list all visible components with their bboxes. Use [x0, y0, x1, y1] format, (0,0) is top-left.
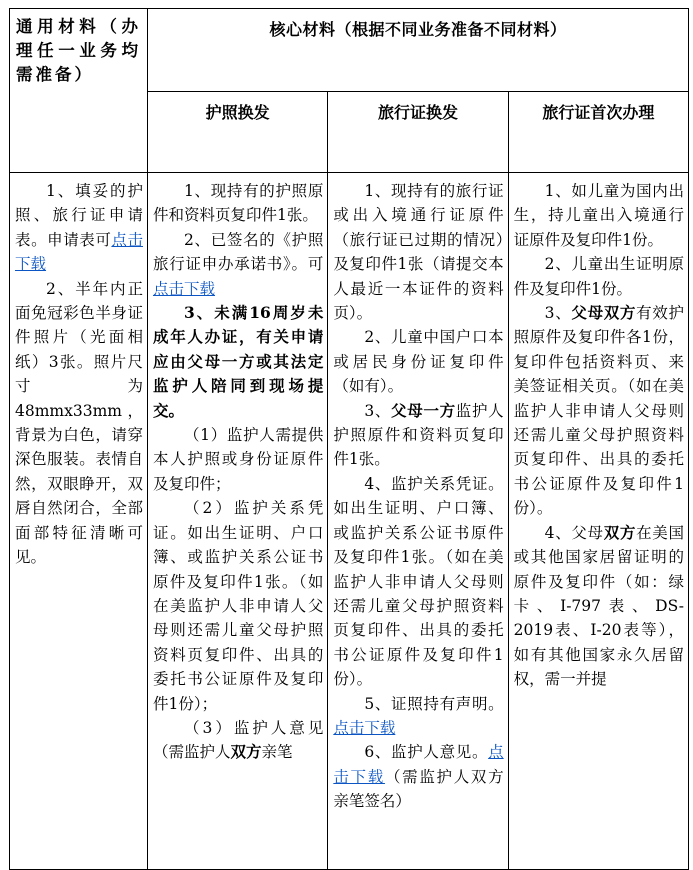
- passport-renewal-header: [148, 92, 328, 173]
- travel-doc-renewal-header: [328, 92, 508, 173]
- passport-item-3-1: （1）监护人需提供本人护照或身份证原件及复印件；: [153, 426, 324, 493]
- general-materials-cell: [10, 173, 148, 870]
- passport-renewal-title: 护照换发: [205, 103, 270, 122]
- travel-first-item-2: 2、儿童出生证明原件及复印件1份。: [513, 255, 684, 298]
- travel-first-item-1: 1、如儿童为国内出生，持儿童出入境通行证原件及复印件1份。: [513, 182, 684, 249]
- travel-doc-renewal-cell: [328, 173, 508, 870]
- guardian-opinion-download-link[interactable]: 点击下载: [333, 743, 504, 786]
- possession-statement-download-link[interactable]: 点击下载: [333, 718, 396, 737]
- passport-item-2: 2、已签名的《护照旅行证申办承诺书》。可点击下载: [153, 230, 324, 298]
- passport-item-1: 1、现持有的护照原件和资料页复印件1张。: [153, 182, 324, 225]
- general-item-1: 1、填妥的护照、旅行证申请表。申请表可点击下载: [15, 182, 143, 274]
- travel-first-item-4: 4、父母双方在美国或其他国家居留证明的原件及复印件（如：绿卡、I-797表、DS-2019表、I-20表等），如有其他国家永久居留权，需一并提: [513, 522, 684, 689]
- travel-renew-item-1: 1、现持有的旅行证或出入境通行证原件（旅行证已过期的情况）及复印件1张（请提交本人最近一本证件的资料页）。: [333, 182, 504, 323]
- core-materials-title: 核心材料（根据不同业务准备不同材料）: [269, 20, 567, 39]
- travel-doc-first-title: 旅行证首次办理: [542, 103, 655, 122]
- passport-item-3: 3、未满16周岁未成年人办证，有关申请应由父母一方或其法定监护人陪同到现场提交。: [153, 303, 324, 420]
- travel-renew-item-5: 5、证照持有声明。点击下载: [333, 694, 504, 737]
- travel-first-item-3: 3、父母双方有效护照原件及复印件各1份，复印件包括资料页、来美签证相关页。（如在美监护人非申请人父母则还需儿童父母护照资料页复印件、出具的委托书公证原件及复印件1份）。: [513, 303, 684, 518]
- travel-renew-item-4: 4、监护关系凭证。如出生证明、户口簿、或监护关系公证书原件及复印件1张。（如在美监护人非申请人父母则还需儿童父母护照资料页复印件、出具的委托书公证原件及复印件1份）。: [333, 474, 504, 689]
- travel-renew-item-3: 3、父母一方监护人护照原件和资料页复印件1张。: [333, 400, 504, 469]
- passport-item-3-2: （2）监护关系凭证。如出生证明、户口簿、或监护关系公证书原件及复印件1张。（如在美监护人非申请人父母则还需儿童父母护照资料页复印件、出具的委托书公证原件及复印件1份）；: [153, 499, 324, 713]
- travel-doc-renewal-title: 旅行证换发: [377, 103, 458, 122]
- travel-renew-item-6: 6、监护人意见。点击下载（需监护人双方亲笔签名）: [333, 743, 504, 811]
- general-item-2: 2、半年内正面免冠彩色半身证件照片（光面相纸）3张。照片尺寸为48mmx33mm，背景为白色，请穿深色服装。表情自然，双眼睁开，双唇自然闭合，全部面部特征清晰可见。: [15, 279, 143, 567]
- passport-renewal-cell: [148, 173, 328, 870]
- core-materials-header: [148, 9, 689, 92]
- travel-doc-first-header: [508, 92, 688, 173]
- travel-doc-first-cell: [508, 173, 688, 870]
- application-form-download-link[interactable]: 点击下载: [15, 230, 143, 274]
- passport-item-3-3: （3）监护人意见（需监护人双方亲笔: [153, 718, 324, 762]
- general-materials-title: 通用材料（办理任一业务均需准备）: [16, 17, 141, 84]
- commitment-letter-download-link[interactable]: 点击下载: [153, 279, 216, 298]
- travel-renew-item-2: 2、儿童中国户口本或居民身份证复印件（如有）。: [333, 328, 504, 396]
- required-documents-table: [9, 8, 689, 870]
- general-materials-header: [10, 9, 148, 173]
